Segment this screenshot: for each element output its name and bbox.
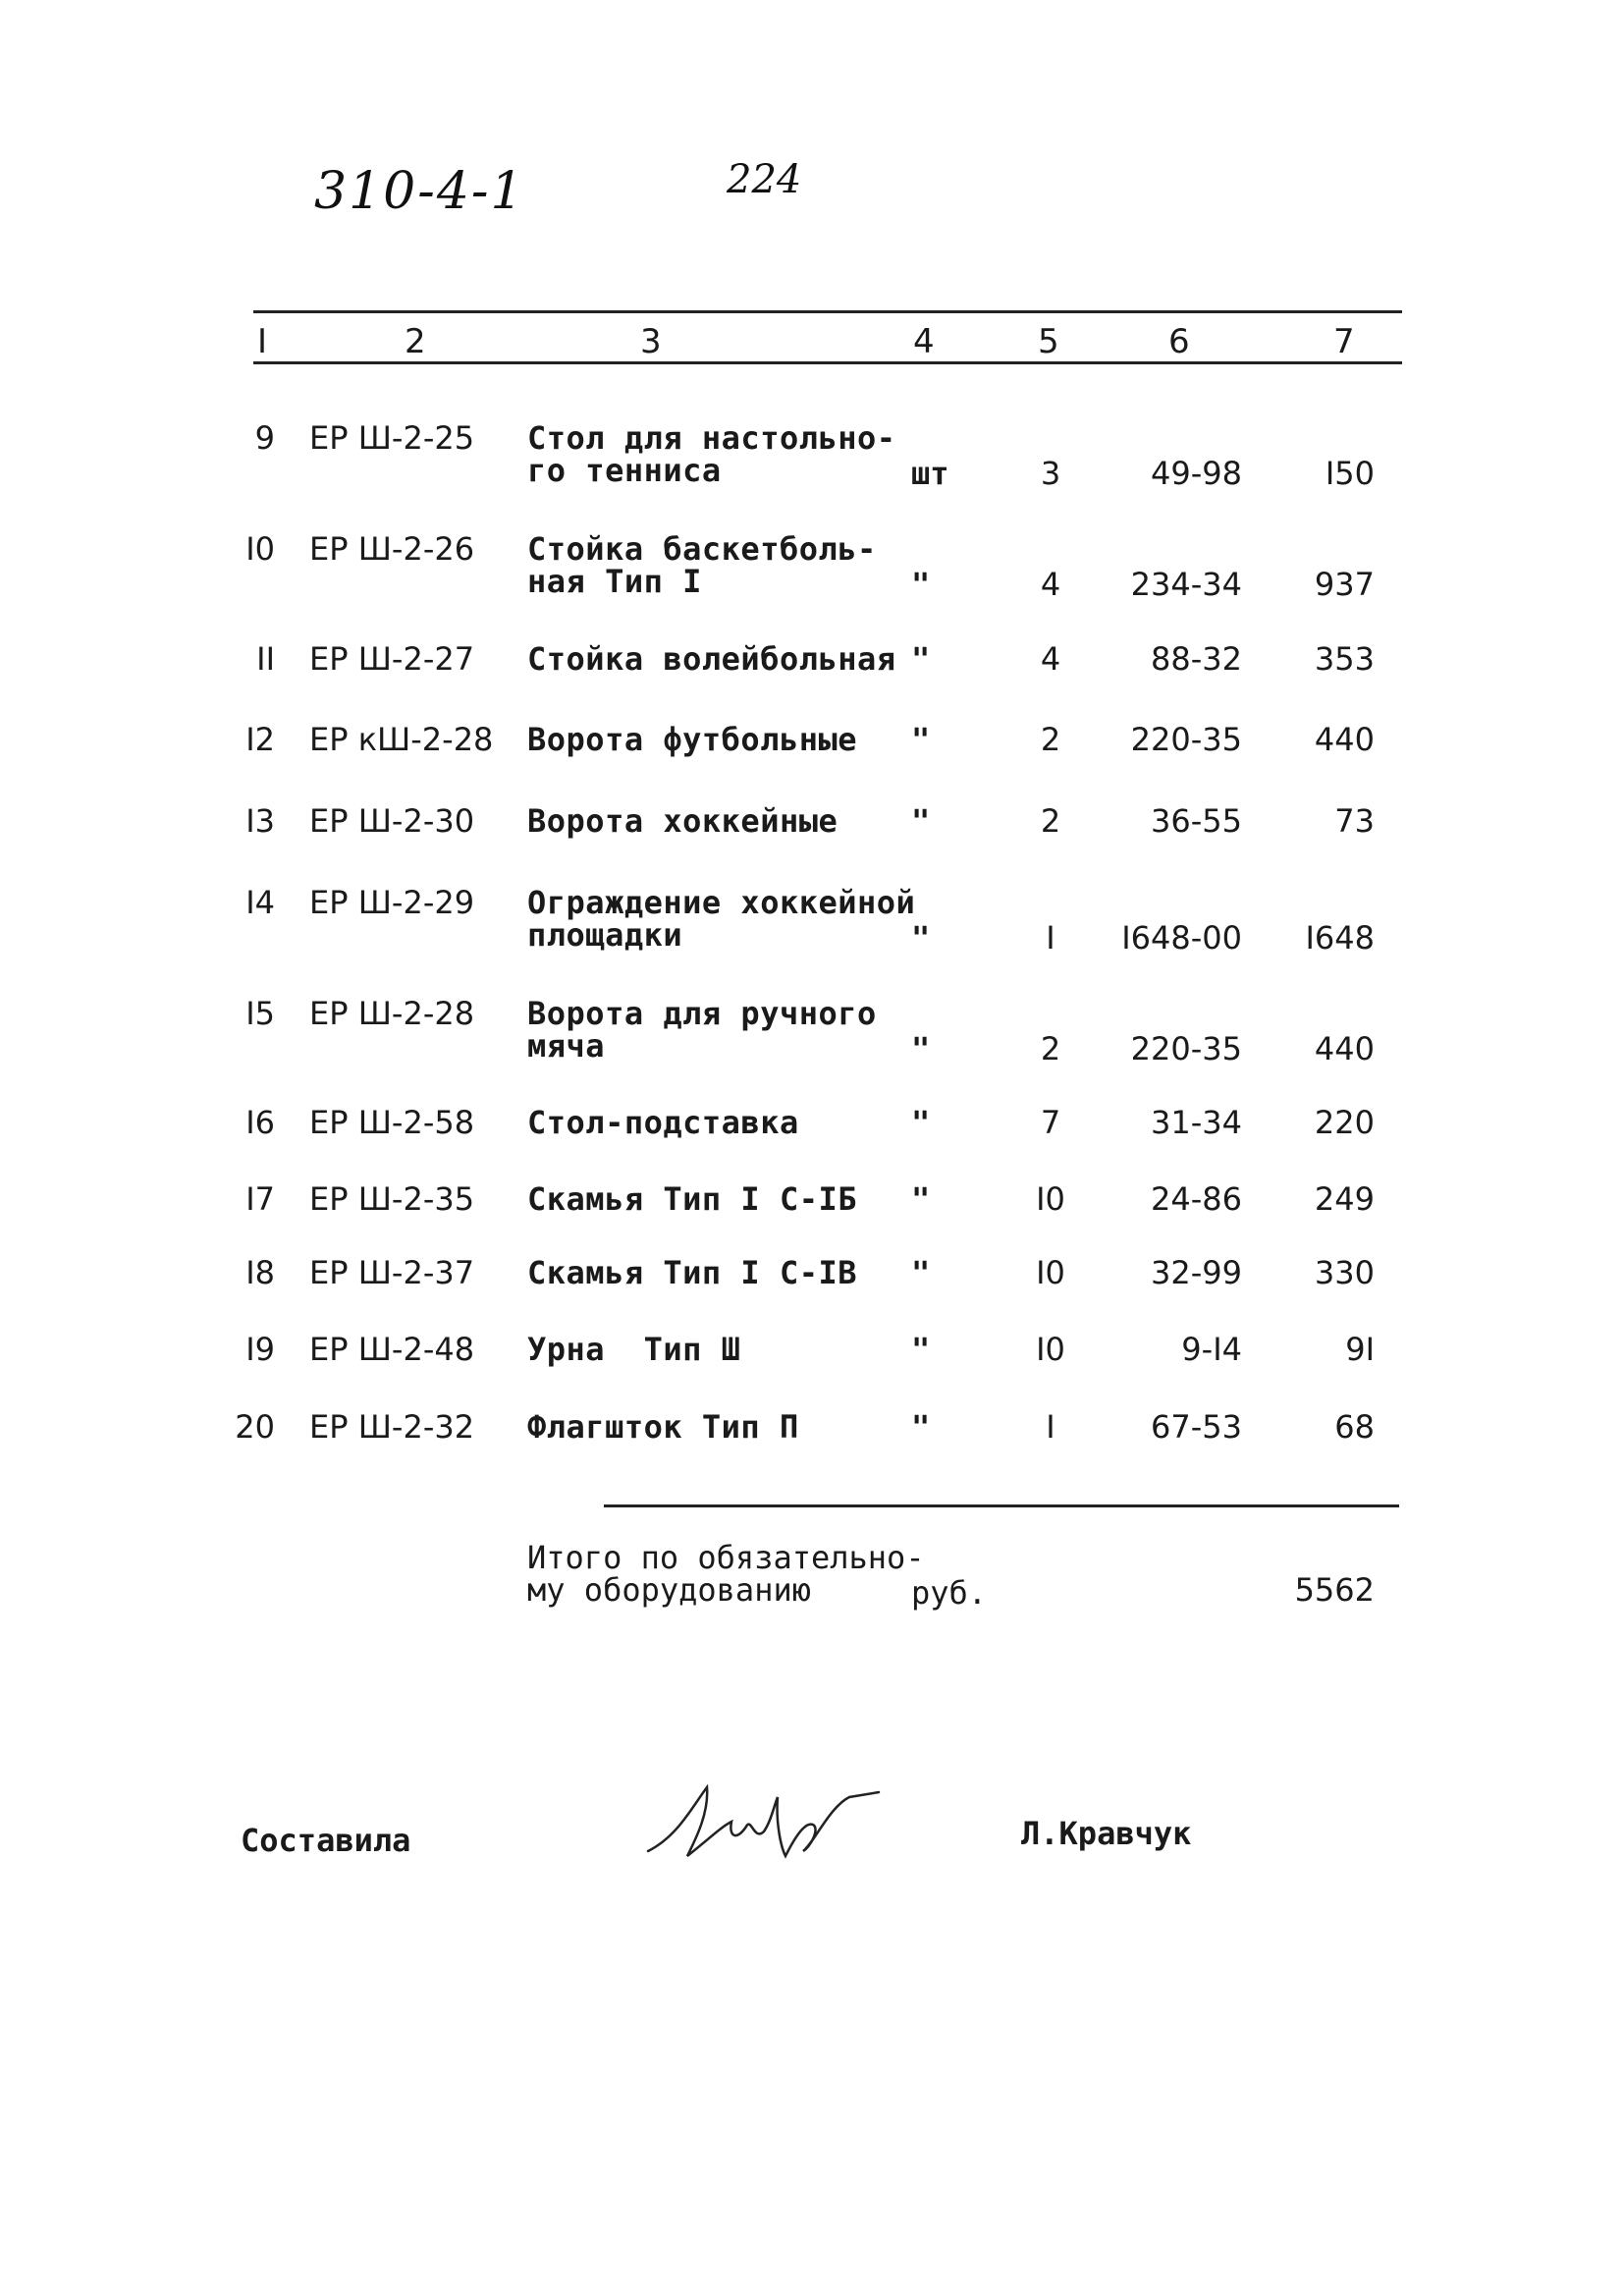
row-name: Урна Тип Ш: [527, 1331, 741, 1368]
row-code: ЕР Ш-2-28: [309, 995, 475, 1032]
row-name: Стол для настольно- го тенниса: [527, 419, 896, 489]
row-unit: ": [911, 1408, 931, 1446]
row-unit: ": [911, 721, 931, 758]
row-unit-price: 234-34: [1130, 566, 1242, 603]
row-code: ЕР Ш-2-29: [309, 884, 475, 921]
document-code: 310-4-1: [314, 162, 525, 221]
total-label: Итого по обязательно- му оборудованию: [527, 1539, 925, 1609]
row-unit: ": [911, 1030, 931, 1067]
column-header-1: I: [257, 322, 268, 361]
row-total: I50: [1325, 455, 1375, 492]
row-code: ЕР кШ-2-28: [309, 721, 494, 758]
row-unit: ": [911, 1104, 931, 1141]
table-top-rule: [253, 310, 1402, 313]
row-unit-price: 31-34: [1151, 1104, 1242, 1141]
row-code: ЕР Ш-2-58: [309, 1104, 475, 1141]
row-total: 440: [1314, 1030, 1375, 1067]
page-number: 224: [727, 157, 802, 202]
row-code: ЕР Ш-2-30: [309, 802, 475, 840]
signature-image: [638, 1768, 884, 1876]
row-name: Стол-подставка: [527, 1104, 799, 1141]
row-name: Скамья Тип I С-IВ: [527, 1254, 858, 1291]
column-header-5: 5: [1038, 322, 1059, 361]
total-unit: руб.: [911, 1574, 988, 1612]
row-name: Ворота для ручного мяча: [527, 995, 877, 1065]
row-unit: ": [911, 919, 931, 957]
row-name: Ворота хоккейные: [527, 802, 839, 840]
row-unit-price: 220-35: [1130, 1030, 1242, 1067]
total-rule: [604, 1504, 1399, 1507]
row-number: I0: [245, 530, 275, 568]
column-header-2: 2: [405, 322, 426, 361]
row-quantity: 2: [1040, 721, 1061, 758]
row-number: I5: [245, 995, 275, 1032]
total-value: 5562: [1294, 1571, 1375, 1609]
row-number: 20: [235, 1408, 275, 1446]
row-total: 249: [1314, 1180, 1375, 1218]
row-name: Скамья Тип I С-IБ: [527, 1180, 858, 1218]
row-code: ЕР Ш-2-25: [309, 419, 475, 457]
row-quantity: 3: [1040, 455, 1061, 492]
row-code: ЕР Ш-2-37: [309, 1254, 475, 1291]
compiled-by-label: Составила: [241, 1822, 411, 1859]
column-header-7: 7: [1333, 322, 1355, 361]
row-number: I9: [245, 1331, 275, 1368]
row-unit: ": [911, 802, 931, 840]
row-quantity: 4: [1040, 640, 1061, 678]
row-unit: ": [911, 566, 931, 603]
row-unit-price: 32-99: [1151, 1254, 1242, 1291]
row-unit: ": [911, 640, 931, 678]
row-unit-price: 67-53: [1151, 1408, 1242, 1446]
row-total: 353: [1314, 640, 1375, 678]
row-unit-price: 9-I4: [1181, 1331, 1242, 1368]
column-header-3: 3: [640, 322, 662, 361]
column-header-4: 4: [913, 322, 935, 361]
row-quantity: I0: [1036, 1180, 1065, 1218]
row-number: I7: [245, 1180, 275, 1218]
row-quantity: 7: [1040, 1104, 1061, 1141]
row-unit-price: 49-98: [1151, 455, 1242, 492]
row-unit: ": [911, 1254, 931, 1291]
row-number: II: [256, 640, 275, 678]
row-total: 68: [1334, 1408, 1375, 1446]
row-quantity: I0: [1036, 1331, 1065, 1368]
row-name: Ворота футбольные: [527, 721, 858, 758]
row-code: ЕР Ш-2-32: [309, 1408, 475, 1446]
row-name: Стойка баскетболь- ная Тип I: [527, 530, 877, 600]
row-unit: ": [911, 1180, 931, 1218]
row-number: I6: [245, 1104, 275, 1141]
row-quantity: I0: [1036, 1254, 1065, 1291]
row-total: 220: [1314, 1104, 1375, 1141]
row-unit: шт: [911, 455, 949, 492]
row-unit-price: 220-35: [1130, 721, 1242, 758]
table-header-rule: [253, 361, 1402, 364]
row-total: 330: [1314, 1254, 1375, 1291]
row-unit-price: I648-00: [1121, 919, 1242, 957]
row-number: I8: [245, 1254, 275, 1291]
row-code: ЕР Ш-2-48: [309, 1331, 475, 1368]
row-total: 9I: [1345, 1331, 1375, 1368]
compiled-by-name: Л.Кравчук: [1021, 1815, 1192, 1852]
row-code: ЕР Ш-2-27: [309, 640, 475, 678]
row-total: 937: [1314, 566, 1375, 603]
row-name: Ограждение хоккейной площадки: [527, 884, 916, 954]
row-code: ЕР Ш-2-26: [309, 530, 475, 568]
row-quantity: 2: [1040, 1030, 1061, 1067]
row-total: 440: [1314, 721, 1375, 758]
row-unit-price: 36-55: [1151, 802, 1242, 840]
row-number: I3: [245, 802, 275, 840]
row-unit: ": [911, 1331, 931, 1368]
row-name: Флагшток Тип П: [527, 1408, 799, 1446]
row-unit-price: 24-86: [1151, 1180, 1242, 1218]
row-name: Стойка волейбольная: [527, 640, 896, 678]
row-quantity: I: [1046, 919, 1055, 957]
row-total: 73: [1334, 802, 1375, 840]
row-quantity: 4: [1040, 566, 1061, 603]
row-total: I648: [1305, 919, 1375, 957]
row-number: 9: [254, 419, 275, 457]
row-number: I4: [245, 884, 275, 921]
column-header-6: 6: [1168, 322, 1190, 361]
row-quantity: 2: [1040, 802, 1061, 840]
row-number: I2: [245, 721, 275, 758]
row-code: ЕР Ш-2-35: [309, 1180, 475, 1218]
row-unit-price: 88-32: [1151, 640, 1242, 678]
row-quantity: I: [1046, 1408, 1055, 1446]
